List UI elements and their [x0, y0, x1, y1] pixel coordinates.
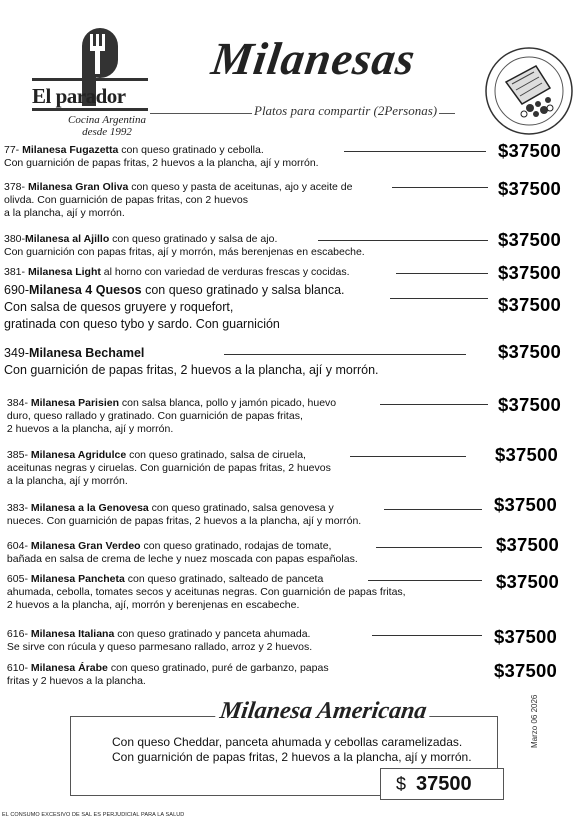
leader-line: [376, 547, 482, 548]
item-price: $37500: [496, 571, 559, 592]
item-desc: aceitunas negras y ciruelas. Con guarnición de papas fritas, 2 huevos: [6, 462, 331, 475]
item-number: 380-: [4, 233, 26, 245]
item-number: 605-: [6, 573, 28, 585]
menu-item: [4, 397, 484, 437]
leader-line: [392, 187, 488, 188]
item-desc: con queso gratinado, salteado de panceta: [124, 573, 324, 585]
page-title: Milanesas: [208, 33, 419, 84]
item-number: 383-: [6, 502, 28, 514]
americana-price-box: [380, 768, 504, 800]
item-desc: duro, queso rallado y gratinado. Con guarnición de papas fritas,: [6, 410, 303, 423]
item-name: Milanesa a la Genovesa: [30, 502, 149, 514]
item-desc: con queso gratinado, rodajas de tomate,: [140, 540, 332, 552]
americana-price: 37500: [416, 772, 472, 795]
leader-line: [380, 404, 488, 405]
item-desc: Con salsa de quesos gruyere y roquefort,: [4, 300, 234, 314]
item-desc: ahumada, cebolla, tomates secos y aceitunas negras. Con guarnición de papas fritas,: [6, 586, 406, 599]
menu-item: [4, 540, 484, 566]
item-desc: con queso gratinado y panceta ahumada.: [114, 628, 311, 640]
menu-item: [4, 345, 484, 379]
item-name: Milanesa Bechamel: [29, 346, 145, 360]
item-desc: con queso gratinado, salsa de ciruela,: [126, 449, 306, 461]
item-name: Milanesa 4 Quesos: [29, 283, 142, 297]
item-name: Milanesa Fugazetta: [22, 144, 119, 156]
item-desc: 2 huevos a la plancha, ají y morrón.: [6, 423, 174, 436]
americana-line: Con queso Cheddar, panceta ahumada y cebollas caramelizadas.: [112, 735, 463, 749]
item-price: $37500: [494, 626, 557, 647]
item-number: 385-: [6, 449, 28, 461]
item-price: $37500: [496, 534, 559, 555]
item-desc: gratinada con queso tybo y sardo. Con guarnición: [4, 317, 280, 331]
americana-title: Milanesa Americana: [214, 698, 432, 725]
item-desc: con queso y pasta de aceitunas, ajo y aceite de: [128, 181, 353, 193]
currency-symbol: $: [396, 773, 407, 794]
item-name: Milanesa Italiana: [30, 628, 115, 640]
item-name: Milanesa al Ajillo: [25, 233, 110, 245]
item-number: 690-: [4, 283, 30, 297]
item-desc: con queso gratinado y salsa blanca.: [141, 283, 345, 297]
leader-line: [372, 635, 482, 636]
item-desc: con queso gratinado y salsa de ajo.: [109, 233, 278, 245]
item-price: $37500: [498, 262, 561, 283]
item-desc: Con guarnición de papas fritas, 2 huevos a la plancha, ají y morrón.: [4, 363, 379, 377]
item-name: Milanesa Árabe: [30, 662, 108, 674]
item-desc: Se sirve con rúcula y queso parmesano rallado, arroz y 2 huevos.: [6, 641, 313, 654]
menu-item: [4, 573, 484, 613]
item-desc: olivda. Con guarnición de papas fritas, con 2 huevos: [4, 194, 248, 207]
item-number: 616-: [6, 628, 28, 640]
item-name: Milanesa Gran Oliva: [27, 181, 129, 193]
menu-item: [4, 662, 484, 688]
menu-item: [4, 628, 484, 654]
item-number: 610-: [6, 662, 28, 674]
page-subtitle: Platos para compartir (2Personas): [254, 103, 438, 118]
item-desc: con queso gratinado y cebolla.: [118, 144, 264, 156]
item-desc: con salsa blanca, pollo y jamón picado, huevo: [119, 397, 337, 409]
leader-line: [368, 580, 482, 581]
item-number: 349-: [4, 346, 30, 360]
americana-description: [112, 735, 492, 765]
leader-line: [390, 298, 488, 299]
item-price: $37500: [494, 660, 557, 681]
item-number: 604-: [6, 540, 28, 552]
item-desc: a la plancha, ají y morrón.: [4, 207, 125, 220]
item-desc: Con guarnición con papas fritas, ají y morrón, más berenjenas en escabeche.: [4, 246, 365, 259]
leader-line: [350, 456, 466, 457]
leader-line: [384, 509, 482, 510]
item-name: Milanesa Pancheta: [30, 573, 125, 585]
item-number: 378-: [4, 181, 26, 193]
item-desc: fritas y 2 huevos a la plancha.: [6, 675, 146, 688]
item-desc: bañada en salsa de crema de leche y nuez moscada con papas españolas.: [6, 553, 358, 566]
item-price: $37500: [498, 341, 561, 362]
item-desc: nueces. Con guarnición de papas fritas, 2 huevos a la plancha, ají y morrón.: [6, 515, 362, 528]
menu-item: [4, 144, 484, 170]
menu-item: [4, 502, 484, 528]
logo-name: El parador: [32, 84, 126, 108]
item-price: $37500: [498, 394, 561, 415]
item-desc: a la plancha, ají y morrón.: [6, 475, 128, 488]
item-name: Milanesa Agridulce: [30, 449, 127, 461]
item-price: $37500: [498, 140, 561, 161]
item-number: 77-: [4, 144, 20, 156]
item-price: $37500: [498, 178, 561, 199]
item-price: $37500: [498, 229, 561, 250]
item-desc: con queso gratinado, salsa genovesa y: [148, 502, 334, 514]
leader-line: [224, 354, 466, 355]
item-desc: al horno con variedad de verduras frescas y cocidas.: [100, 266, 350, 278]
item-desc: con queso gratinado, puré de garbanzo, papas: [107, 662, 329, 674]
item-price: $37500: [494, 494, 557, 515]
item-desc: Con guarnición de papas fritas, 2 huevos a la plancha, ají y morrón.: [4, 157, 319, 170]
logo-tagline: [62, 114, 152, 138]
item-price: $37500: [495, 444, 558, 465]
menu-item: [4, 233, 484, 259]
logo-tagline-text: Cocina Argentina: [68, 114, 146, 126]
menu-item: [4, 449, 484, 489]
item-number: 384-: [6, 397, 28, 409]
menu-date: Marzo 06 2026: [530, 694, 539, 748]
item-name: Milanesa Parisien: [30, 397, 119, 409]
item-name: Milanesa Light: [27, 266, 101, 278]
item-name: Milanesa Gran Verdeo: [30, 540, 141, 552]
menu-item: [4, 282, 484, 333]
item-desc: 2 huevos a la plancha, ají, morrón y berenjenas en escabeche.: [6, 599, 300, 612]
item-number: 381-: [4, 266, 26, 278]
health-disclaimer: EL CONSUMO EXCESIVO DE SAL ES PERJUDICIAL PARA LA SALUD: [2, 812, 185, 818]
leader-line: [344, 151, 486, 152]
leader-line: [318, 240, 488, 241]
americana-line: Con guarnición de papas fritas, 2 huevos a la plancha, ají y morrón.: [112, 750, 472, 764]
logo-since: desde 1992: [82, 126, 132, 138]
leader-line: [396, 273, 488, 274]
dish-illustration-icon: [484, 46, 574, 136]
item-price: $37500: [498, 294, 561, 315]
